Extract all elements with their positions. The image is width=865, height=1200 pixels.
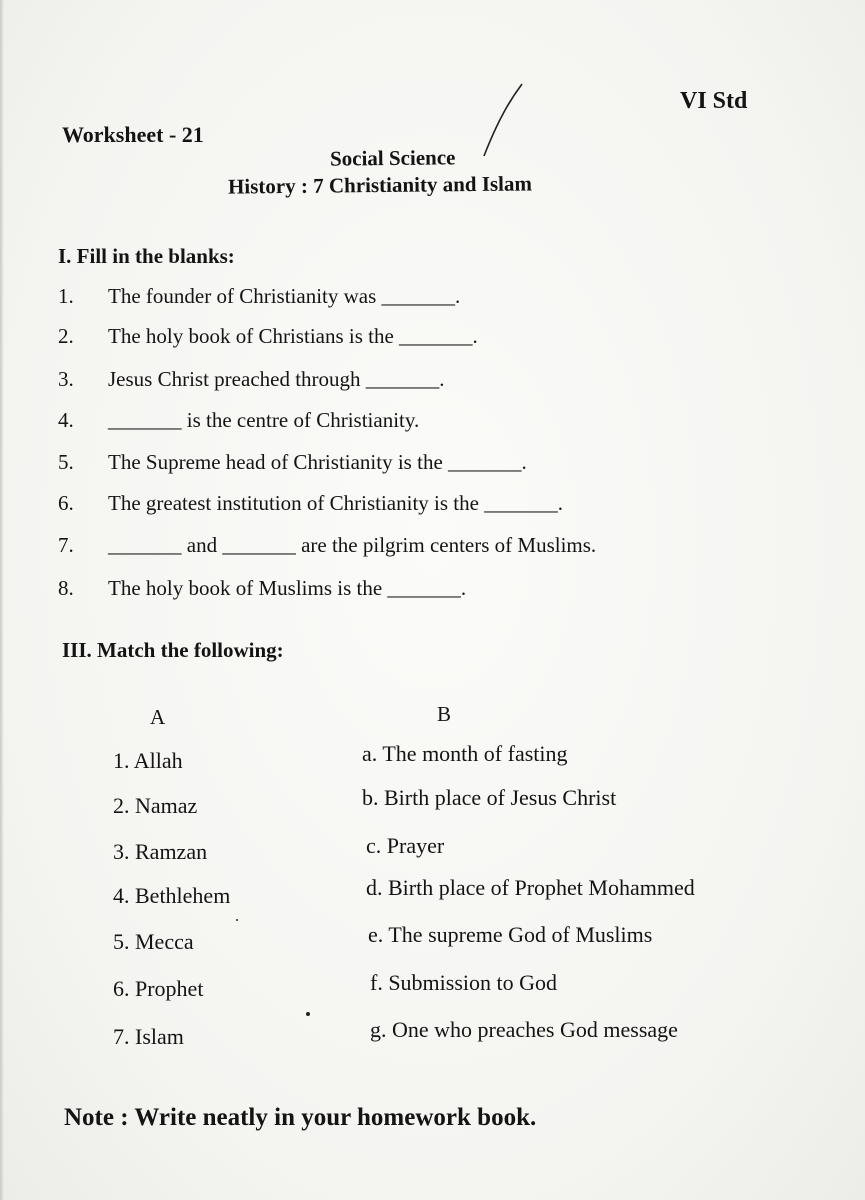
question-text: The holy book of Christians is the _______. (108, 324, 478, 348)
question-number: 3. (58, 367, 74, 391)
match-item-a: 3. Ramzan (113, 839, 208, 864)
chapter-title: History : 7 Christianity and Islam (227, 171, 533, 199)
match-item-a: 7. Islam (113, 1024, 184, 1049)
question-text: The greatest institution of Christianity is the _______. (108, 491, 563, 515)
question-number: 7. (58, 533, 74, 557)
match-item-a: 4. Bethlehem (113, 883, 231, 908)
question-text: The holy book of Muslims is the _______. (108, 576, 467, 600)
question-row (0, 367, 865, 397)
question-number: 2. (58, 324, 74, 348)
question-text: Jesus Christ preached through _______. (108, 367, 445, 391)
question-number: 6. (58, 491, 74, 515)
question-number: 1. (58, 284, 74, 308)
question-text: _______ and _______ are the pilgrim centers of Muslims. (108, 533, 597, 557)
match-item-b: e. The supreme God of Muslims (368, 922, 653, 947)
match-item-a: 2. Namaz (113, 793, 198, 818)
fill-blanks-heading: I. Fill in the blanks: (58, 244, 235, 268)
question-text: The founder of Christianity was _______. (108, 284, 461, 308)
question-row (0, 576, 865, 606)
match-item-b: d. Birth place of Prophet Mohammed (366, 875, 695, 900)
question-text: The Supreme head of Christianity is the _______. (108, 450, 527, 474)
question-row (0, 408, 865, 438)
question-number: 5. (58, 450, 74, 474)
column-b-header: B (437, 702, 452, 726)
question-number: 4. (58, 408, 74, 432)
footer-note: Note : Write neatly in your homework book. (64, 1104, 537, 1131)
stray-dot-mark (236, 919, 238, 921)
match-item-b: b. Birth place of Jesus Christ (362, 785, 617, 810)
stray-dot-mark (306, 1012, 310, 1016)
class-label: VI Std (680, 88, 748, 114)
pen-tick-mark (470, 70, 530, 170)
question-row (0, 533, 865, 563)
question-row (0, 284, 865, 314)
match-item-b: g. One who preaches God message (370, 1017, 678, 1042)
question-row (0, 491, 865, 521)
match-item-b: a. The month of fasting (362, 741, 568, 766)
question-row (0, 450, 865, 480)
subject-title: Social Science (329, 145, 456, 171)
match-item-a: 6. Prophet (113, 976, 204, 1001)
question-text: _______ is the centre of Christianity. (108, 408, 420, 432)
match-heading: III. Match the following: (62, 638, 284, 662)
match-item-a: 5. Mecca (113, 929, 194, 954)
question-row (0, 324, 865, 354)
match-item-b: c. Prayer (366, 833, 445, 858)
column-a-header: A (150, 705, 166, 729)
match-item-a: 1. Allah (113, 748, 183, 773)
worksheet-number: Worksheet - 21 (62, 122, 204, 147)
question-number: 8. (58, 576, 74, 600)
match-item-b: f. Submission to God (370, 970, 558, 995)
